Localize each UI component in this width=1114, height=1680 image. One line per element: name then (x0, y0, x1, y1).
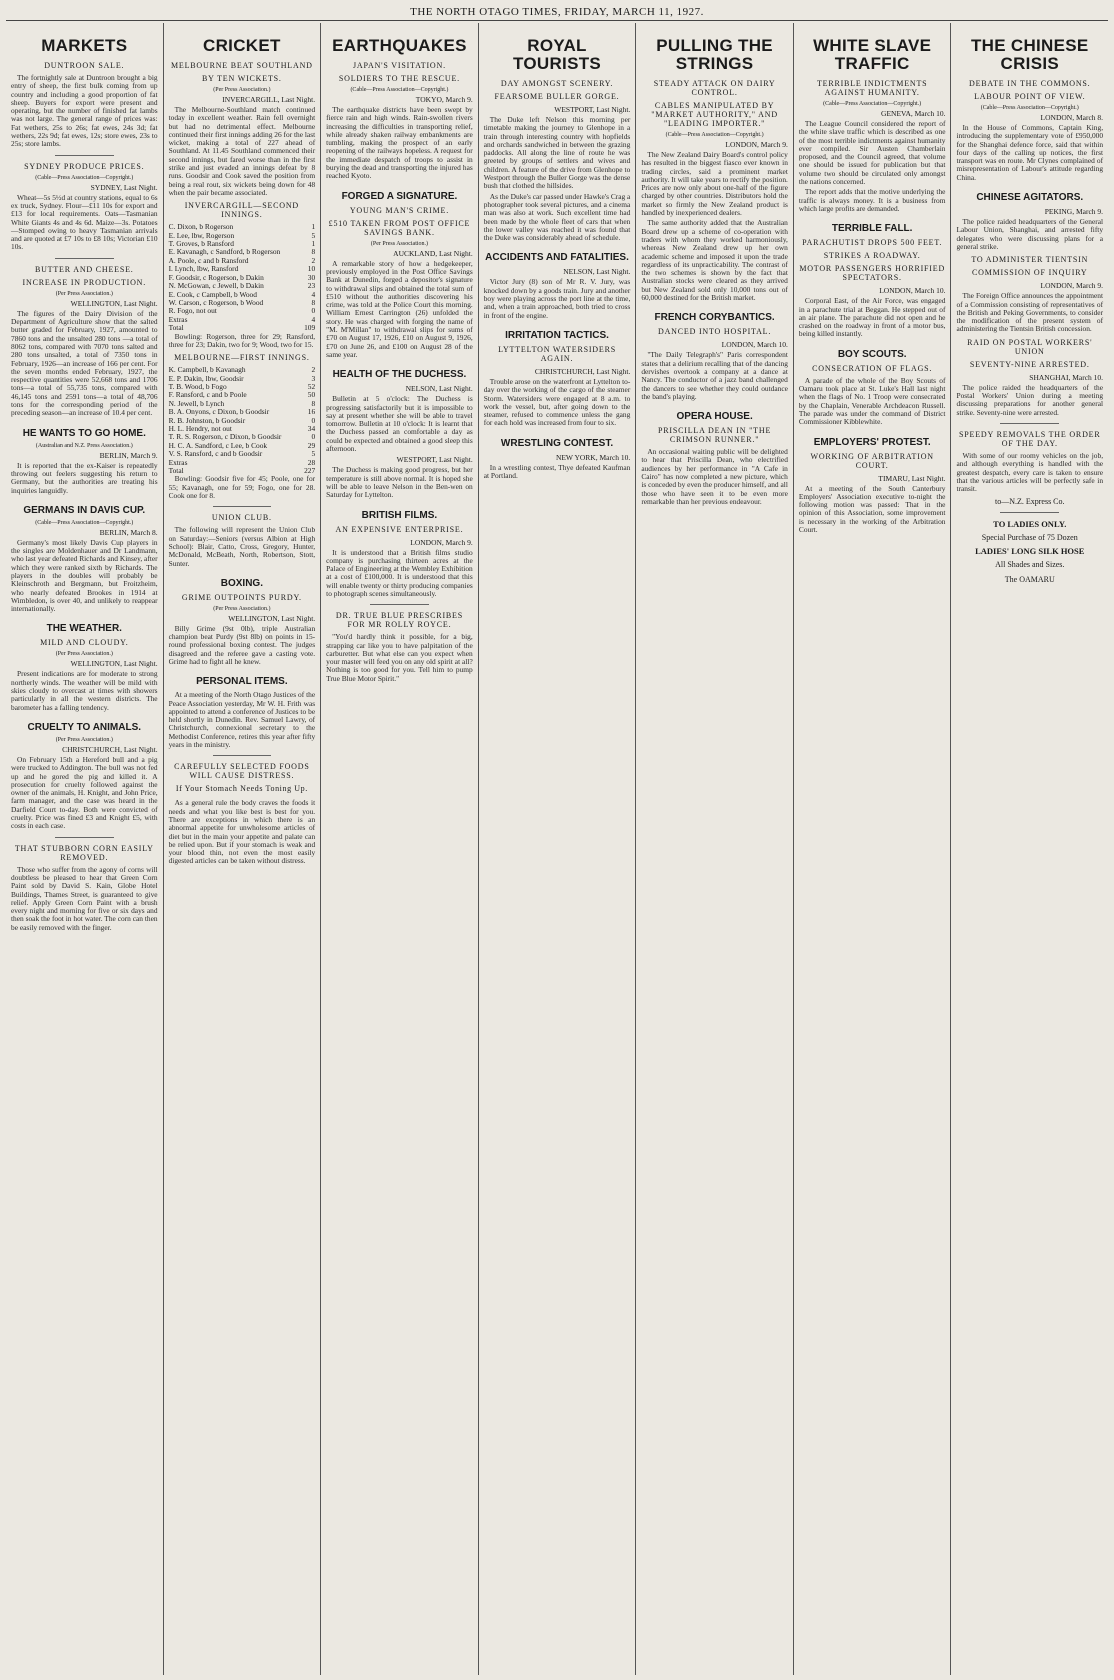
section-heading: EMPLOYERS' PROTEST. (813, 436, 931, 448)
section-heading: BOY SCOUTS. (837, 348, 907, 360)
dateline: WESTPORT, Last Night. (554, 105, 631, 114)
section-subheading: FEARSOME BULLER GORGE. (494, 92, 620, 101)
runs: 16 (307, 407, 316, 417)
dateline: LONDON, March 10. (879, 286, 946, 296)
source-line: (Per Press Association.) (55, 290, 113, 297)
batsman: K. Campbell, b Kavanagh (168, 365, 246, 375)
score-row (169, 459, 316, 467)
column-title-royal-tourists: ROYAL TOURISTS (513, 36, 602, 73)
bowling-figures: Bowling: Rogerson, three for 29; Ransford, three for 23; Dakin, two for 9; Wood, two for 15. (168, 331, 316, 349)
column-royal-tourists (479, 23, 637, 1675)
total-value: 109 (304, 323, 316, 333)
article-body: Corporal East, of the Air Force, was engaged in a parachute trial at Beggan. He stepped out of an air plane. The parachute did not open and he crashed on the roadway in front of a motor bus, being killed instantly. (798, 296, 946, 339)
article-body: Bulletin at 5 o'clock: The Duchess is progressing satisfactorily but it is impossible to say at present whether she will be able to travel tomorrow. Bulletin at 10 o'clock: It is learnt that the Duchess passed an comfortable a day as could be expected and obtained a good sleep this afternoon. (326, 394, 473, 454)
article-body: Present indications are for moderate to strong northerly winds. The weather will be mild with skies cloudy to overcast at times with showers particularly in all the western districts. The barometer has a falling tendency. (11, 669, 158, 712)
dateline: NEW YORK, March 10. (555, 452, 631, 462)
section-heading: FORGED A SIGNATURE. (341, 190, 458, 202)
column-title-earthquakes: EARTHQUAKES (332, 36, 467, 55)
runs: 50 (307, 390, 316, 400)
section-subheading: GRIME OUTPOINTS PURDY. (181, 592, 302, 602)
section-subheading: CABLES MANIPULATED BY "MARKET AUTHORITY," AND "LEADING IMPORTER." (651, 101, 778, 128)
article-body: At a meeting of the South Canterbury Employers' Association executive to-night the following motion was passed: That in the opinion of this Association, some improvement is necessary in the working of the Arbitration Court. (798, 483, 946, 535)
dateline: LONDON, March 9. (410, 537, 473, 547)
article-body: In a wrestling contest, Thye defeated Kaufman at Portland. (483, 462, 631, 481)
section-subheading: JAPAN'S VISITATION. (352, 61, 446, 70)
divider (55, 155, 114, 156)
article-body: On February 15th a Hereford bull and a pig were trucked to Addington. The bull was not fed up and he gored the pig and killed it. A prosecution for cruelty followed against the owner of the animals, H. Knight, and John Price, farm manager, and the case was heard in the Darfield Court to-day. Both were convicted of cruelty. Price was fined £3 and Knight £5, with costs in each case. (11, 754, 158, 831)
masthead: THE NORTH OTAGO TIMES, FRIDAY, MARCH 11, 1927. (6, 4, 1108, 21)
section-heading: SYDNEY PRODUCE PRICES. (24, 161, 145, 171)
article-body: At a meeting of the North Otago Justices of the Peace Association yesterday, Mr W. H. Frith was appointed to attend a conference of Justices to be held shortly in Dunedin. Rev. Samuel Lawry, of Christchurch, connexional secretary to the Methodist Conference, retires this year after fifty years in the ministry. (168, 690, 316, 750)
dateline: SYDNEY, Last Night. (90, 182, 158, 192)
batsman: R. Fogo, not out (168, 306, 217, 316)
column-title-pulling-strings: PULLING THE STRINGS (656, 36, 773, 73)
article-body: As the Duke's car passed under Hawke's Crag a photographer took several pictures, and a cinema man was also at work. Such excellent time had been made by the whole fleet of cars that when the lower valley was reached it was found that the Duke was considerably ahead of schedule. (483, 191, 631, 243)
source-line: (Cable—Press Association—Copyright.) (350, 87, 449, 93)
section-heading: TO ADMINISTER TIENTSIN (971, 255, 1089, 265)
section-heading: BRITISH FILMS. (361, 509, 438, 521)
batsman: F. Goodsir, c Rogerson, b Dakin (168, 272, 264, 282)
batsman: Extras (168, 314, 188, 324)
dateline: WELLINGTON, Last Night. (70, 298, 158, 308)
section-heading: CHINESE AGITATORS. (976, 192, 1084, 204)
section-subheading: MOTOR PASSENGERS HORRIFIED SPECTATORS. (799, 264, 946, 283)
article-body: Wheat—5s 5½d at country stations, equal to 6s ex truck, Sydney. Flour—£11 10s for export and £13 for local requirements. Oats—Tasmanian White Giants 4s and 4s 6d. Maize—3s. Potatoes—Stomped owing to heavy Tasmanian arrivals and are quoted at £7 10s to £8 10s; Victorian £10 10s. (11, 192, 158, 252)
batsman: T. B. Wood, b Fogo (168, 381, 227, 391)
batsman: E. Lee, lbw, Rogerson (168, 230, 235, 240)
article-body: An occasional waiting public will be delighted to hear that Priscilla Dean, who electrified audiences by her performance in "A Cafe in Cairo" has now completed a new picture, which is conceded by even the producer himself, and all those who have seen it to be even more remarkable than her previous endeavour. (641, 447, 788, 506)
batsman: R. B. Johnston, b Goodsir (168, 415, 246, 425)
runs: 5 (311, 230, 316, 240)
source-line: (Australian and N.Z. Press Association.) (35, 442, 133, 449)
advert-heading: SPEEDY REMOVALS THE ORDER OF THE DAY. (959, 429, 1101, 448)
batsman: W. Carson, c Rogerson, b Wood (168, 297, 264, 307)
batsman: B. A. Onyons, c Dixon, b Goodsir (168, 407, 270, 417)
dateline: BERLIN, March 9. (99, 450, 158, 460)
article-body: The Foreign Office announces the appointment of a Commission consisting of representatives of the British and Peking Governments, to consider the modification of the present system of administering the Tientsin British concession. (956, 291, 1104, 334)
column-pulling-strings (636, 23, 794, 1675)
article-body: The following will represent the Union Club on Saturday:—Seniors (versus Albion at High School): Blair, Catto, Cross, Gregory, Hunter, McDonald, McBeath, North, Robertson, Stott, Sunter. (168, 525, 316, 568)
dateline: LONDON, March 10. (721, 340, 788, 350)
runs: 0 (311, 432, 316, 442)
section-subheading: STEADY ATTACK ON DAIRY CONTROL. (653, 79, 776, 97)
article-body: The Duchess is making good progress, but her temperature is still above normal. It is hoped she will be able to leave Nelson in the Ben-wen on Saturday for Lyttelton. (326, 465, 473, 500)
column-title-cricket: CRICKET (203, 36, 281, 55)
batsman: N. Jewell, b Lynch (168, 398, 225, 408)
score-row (169, 307, 316, 315)
section-subheading: LABOUR POINT OF VIEW. (974, 92, 1086, 101)
section-subheading: TERRIBLE INDICTMENTS AGAINST HUMANITY. (816, 79, 928, 97)
batsman: I. Lynch, lbw, Ransford (168, 264, 239, 274)
bowling-figures: Bowling: Goodsir five for 45; Poole, one for 55; Kavanagh, one for 59; Fogo, one for 28. Cook one for 8. (168, 474, 316, 501)
column-earthquakes (321, 23, 479, 1675)
section-subheading: SOLDIERS TO THE RESCUE. (338, 74, 460, 83)
section-heading: ACCIDENTS AND FATALITIES. (485, 252, 629, 264)
batsman: C. Dixon, b Rogerson (168, 222, 234, 232)
batsman: H. L. Hendry, not out (168, 423, 232, 433)
source-line: (Per Press Association.) (213, 87, 271, 93)
source-line: (Per Press Association.) (370, 240, 429, 247)
advert-body: "You'd hardly think it possible, for a big, strapping car like you to have palpitation of the carburetter. But what else can you expect when your master will feed you on any old spirit at all? Nothing is too good for you. Tell him to pump True Blue Motor Spirit." (326, 632, 473, 683)
batsman: T. R. S. Rogerson, c Dixon, b Goodsir (168, 432, 282, 442)
section-heading: DUNTROON SALE. (44, 61, 125, 70)
section-subheading: PARACHUTIST DROPS 500 FEET. (802, 238, 943, 248)
runs: 8 (311, 398, 316, 408)
runs: 5 (311, 449, 316, 459)
runs: 0 (311, 415, 316, 425)
runs: 1 (311, 239, 316, 249)
batsman: H. C. A. Sandford, c Lee, b Cook (168, 440, 268, 450)
section-heading: TERRIBLE FALL. (831, 223, 913, 235)
runs: 8 (311, 247, 316, 257)
article-body: Billy Grime (9st 0lb), triple Australian champion beat Purdy (9st 8lb) on points in 15-round professional boxing contest. The judges disagreed and the referee gave a casting vote. Grime had to fight all he knew. (168, 623, 316, 666)
article-body: The report adds that the motive underlying the traffic is always money. It is a business from which large profits are demanded. (798, 187, 946, 213)
source-line: (Per Press Association.) (213, 605, 271, 612)
runs: 29 (307, 440, 316, 450)
article-body: The earthquake districts have been swept by fierce rain and high winds. Rain-swollen rivers increasing the difficulties in transporting relief, while already shaken railway embankments are tumbling, making the prospect of an early reopening of the railways hopeless. A request for the immediate despatch of troops to assist in burying the dead and transporting the injured has reached Kyoto. (326, 105, 473, 181)
article-body: Germany's most likely Davis Cup players in the singles are Moldenhauer and Dr Landmann, who last year defeated Richards and Kinsey, after which they were ranked sixth by Richards. The players in the doubles will probably be Kleinschroth and Bergmann, but Froitzheim, who nearly defeated Brookes in 1914 at Wimbledon, is over 40, and unlikely to reappear internationally. (11, 537, 158, 614)
total-value: 227 (304, 466, 316, 476)
total-label: Total (168, 466, 184, 476)
runs: 28 (307, 457, 316, 467)
section-subheading: YOUNG MAN'S CRIME. (349, 205, 450, 215)
source-line: (Cable—Press Association—Copyright.) (980, 105, 1079, 111)
section-heading: HEALTH OF THE DUCHESS. (332, 369, 467, 381)
runs: 52 (307, 381, 316, 391)
divider (213, 755, 272, 756)
divider (213, 506, 272, 507)
article-body: The fortnightly sale at Duntroon brought a big entry of sheep, the first bulk coming from up country and including a good proportion of fat sheep. Buyers for export were present and operating, but the number of finished fat lambs was not large. The general range of prices was: Fat wethers, 25s to 26s; fat ewes, 24s 3d; fat wethers, 22s 9d; fat ewes, 12s; store ewes, 23s to 25s; store lambs. (11, 73, 158, 149)
section-subheading: BY TEN WICKETS. (202, 74, 282, 83)
divider (55, 258, 114, 259)
source-line: (Per Press Association.) (55, 651, 113, 658)
scorecard-heading: INVERCARGILL—SECOND INNINGS. (184, 201, 300, 220)
dateline: NELSON, Last Night. (563, 267, 631, 277)
dateline: WELLINGTON, Last Night. (228, 613, 316, 623)
advert-body: With some of our roomy vehicles on the job, and although everything is handled with the greatest despatch, every care is taken to ensure that the various articles will be perfectly safe in transit. (956, 450, 1104, 494)
section-heading: PERSONAL ITEMS. (196, 676, 288, 688)
column-cricket (164, 23, 322, 1675)
divider (1000, 512, 1059, 513)
dateline: WESTPORT, Last Night. (396, 455, 473, 465)
section-heading: IRRITATION TACTICS. (505, 329, 609, 341)
batsman: T. Groves, b Ransford (168, 239, 234, 249)
section-heading: THAT STUBBORN CORN EASILY REMOVED. (14, 843, 154, 862)
batsman: A. Poole, c and b Ransford (168, 255, 249, 265)
dateline: BERLIN, March 8. (99, 527, 158, 537)
article-body: The same authority added that the Australian Board drew up a scheme of co-operation with traders with whom they worked harmoniously, whereas New Zealand drew up her own academic scheme and imposed it upon the trade regardless of its unpracticability. The contrast of the two schemes is shown by the fact that Australian stocks were cleared as they arrived but New Zealand sold only 10,000 tons out of 60,000 destined for the British market. (641, 218, 788, 303)
section-subheading: MILD AND CLOUDY. (40, 638, 129, 648)
runs: 2 (311, 365, 316, 375)
section-subheading: DAY AMONGST SCENERY. (500, 79, 614, 88)
section-heading: HE WANTS TO GO HOME. (22, 427, 146, 439)
section-subheading: WORKING OF ARBITRATION COURT. (810, 451, 934, 470)
article-body: The New Zealand Dairy Board's control policy has resulted in the biggest fiasco ever known in trading circles, said a prominent market authority. It will take years to rectify the position. Prices are now only about one-half of the figure charged by other countries. Distributors hold the market so firmly the New Zealand product is handled by inexperienced dealers. (641, 150, 788, 218)
dateline: SHANGHAI, March 10. (1029, 372, 1104, 382)
scorecard (169, 223, 316, 324)
score-row (169, 316, 316, 324)
runs: 4 (311, 314, 316, 324)
advert-line: LADIES' LONG SILK HOSE (975, 546, 1085, 557)
section-heading: WRESTLING CONTEST. (500, 437, 614, 449)
batsman: Extras (168, 457, 188, 467)
dateline: GENEVA, March 10. (881, 109, 946, 118)
section-subheading: MELBOURNE BEAT SOUTHLAND (171, 61, 313, 70)
column-title-markets: MARKETS (41, 36, 128, 55)
batsman: E. Kavanagh, c Sandford, b Rogerson (168, 247, 281, 257)
column-title-white-slave: WHITE SLAVE TRAFFIC (813, 36, 932, 73)
section-subheading: PRISCILLA DEAN IN "THE CRIMSON RUNNER." (658, 426, 772, 445)
column-chinese-crisis (951, 23, 1108, 1675)
article-body: It is understood that a British films studio company is purchasing thirteen acres at the Palace of Engineering at the Wembley Exhibition at a cost of £100,000. It is understood that this will enable twenty or thirty producing companies to photograph scenes simultaneously. (326, 547, 473, 598)
runs: 3 (311, 373, 316, 383)
section-subheading: SEVENTY-NINE ARRESTED. (969, 359, 1090, 369)
section-subheading: DEBATE IN THE COMMONS. (969, 79, 1091, 88)
article-body: The Melbourne-Southland match continued today in excellent weather. Rain fell overnight but had no detrimental effect. Melbourne continued their first innings adding 26 for the last wicket, making a total of 227 ahead of Southland. At 11.45 Southland commenced their second innings, but fared worse than in the first strike and just evaded an innings defeat by 8 runs. Goodsir and Cook saved the position from being a real rout, six wickets being down for 48 when the pair became associated. (168, 105, 316, 197)
dateline: CHRISTCHURCH, Last Night. (62, 744, 158, 754)
section-heading: RAID ON POSTAL WORKERS' UNION (967, 337, 1093, 356)
section-heading: UNION CLUB. (211, 513, 272, 523)
article-body: "The Daily Telegraph's" Paris correspondent states that a delirium recalling that of the dancing dervishes overtook a company at a dance at Nancy. The conductor of a jazz band challenged the dancers to see whether they could outdance the band's playing. (641, 350, 788, 401)
section-heading: OPERA HOUSE. (676, 411, 753, 423)
runs: 8 (311, 297, 316, 307)
section-subheading: INCREASE IN PRODUCTION. (22, 277, 147, 287)
advert-subheading: If Your Stomach Needs Toning Up. (175, 784, 308, 794)
section-heading: FRENCH CORYBANTICS. (654, 312, 775, 324)
dateline: TOKYO, March 9. (415, 95, 473, 104)
article-body: Those who suffer from the agony of corns will doubtless be pleased to hear that Green Corn Paint sold by David S. Kain, Globe Hotel Buildings, Thames Street, is guaranteed to give relief. Apply Green Corn Paint with a brush every night and morning for five or six days and then soak the foot in hot water. The corn can then be easily removed with the finger. (11, 864, 158, 932)
divider (370, 604, 429, 605)
dateline: WELLINGTON, Last Night. (70, 659, 158, 669)
section-heading: THE WEATHER. (46, 623, 122, 635)
divider (1000, 423, 1059, 424)
article-body: Trouble arose on the waterfront at Lyttelton to-day over the working of the cargo of the steamer Storm. Watersiders were engaged at 8 a.m. to work the vessel, but, after going down to the steamer, refused to commence unless the gang for each hold was increased from four to six. (483, 376, 631, 428)
runs: 4 (311, 289, 316, 299)
runs: 23 (307, 281, 316, 291)
scorecard-heading: MELBOURNE—FIRST INNINGS. (174, 353, 310, 363)
advert-heading: TO LADIES ONLY. (993, 519, 1067, 530)
section-subheading: DANCED INTO HOSPITAL. (658, 327, 772, 337)
section-heading: CRUELTY TO ANIMALS. (27, 721, 142, 733)
article-body: The police raided the headquarters of the Postal Workers' Union during a meeting discussing preparations for another general strike. Seventy-nine were arrested. (956, 382, 1104, 417)
section-heading: GERMANS IN DAVIS CUP. (23, 504, 146, 516)
article-body: A remarkable story of how a hedgekeeper, previously employed in the Post Office Savings Bank at Dunedin, forged a depositor's signature to withdrawal slips and obtained the total sum of £510 without the authorities discovering his crime, was told at the Police Court this morning. William Ernest Carrington (26) unfolded the story. He was charged with forging the name of "M. M'Millan" to withdrawal slips for sums of £70 on August 17, 1926, £10 on August 9, 1926, £70 on June 26, and £100 on August 28 of the same year. (326, 258, 473, 359)
batsman: N. McGowan, c Jewell, b Dakin (168, 281, 264, 291)
section-subheading: CONSECRATION OF FLAGS. (812, 363, 933, 373)
column-title-chinese-crisis: THE CHINESE CRISIS (970, 36, 1089, 73)
section-subheading: STRIKES A ROADWAY. (823, 251, 921, 261)
source-line: (Cable—Press Association—Copyright.) (665, 132, 764, 138)
source-line: (Cable—Press Association—Copyright.) (35, 519, 134, 526)
dateline: LONDON, March 8. (1040, 113, 1104, 122)
section-subheading: COMMISSION OF INQUIRY (972, 268, 1088, 278)
advert-firm: to—N.Z. Express Co. (994, 497, 1065, 507)
runs: 1 (311, 222, 316, 232)
article-body: It is reported that the ex-Kaiser is repeatedly throwing out feelers suggesting his return to Germany, but the authorities are treating his inquiries languidly. (11, 460, 158, 495)
batsman: F. Ransford, c and b Poole (168, 390, 247, 400)
dateline: PEKING, March 9. (1044, 207, 1104, 217)
article-body: In the House of Commons, Captain King, introducing the supplementary vote of £950,000 for the Shanghai defence force, said that within four days of the calling up notices, the first transport was en route. Mr Clynes complained of misrepresentation of Labour's attitude regarding China. (956, 123, 1104, 182)
advert-heading: CAREFULLY SELECTED FOODS WILL CAUSE DISTRESS. (174, 762, 310, 781)
runs: 2 (311, 255, 316, 265)
article-body: The police raided headquarters of the General Labour Union, Shanghai, and arrested fifty delegates who were discussing plans for a general strike. (956, 217, 1104, 251)
article-body: A parade of the whole of the Boy Scouts of Oamaru took place at St. Luke's Hall last night when the flags of No. 1 Troop were consecrated by the Chaplain, Venerable Archdeacon Russell. The parade was under the command of District Commissioner Kibblewhite. (798, 375, 946, 427)
column-white-slave (794, 23, 952, 1675)
section-heading: BOXING. (220, 577, 263, 589)
advert-line: Special Purchase of 75 Dozen (981, 533, 1078, 543)
source-line: (Cable—Press Association—Copyright.) (35, 174, 134, 181)
article-body: The League Council considered the report of the white slave traffic which is described as one of the most terrible indictments against humanity ever compiled. Sir Austen Chamberlain proposed, and the Council agreed, that volume one should be issued for publication but that volume two should be circulated only amongst the nations concerned. (798, 119, 946, 187)
section-subheading: £510 TAKEN FROM POST OFFICE SAVINGS BANK. (328, 218, 471, 237)
runs: 34 (307, 423, 316, 433)
dateline: LONDON, March 9. (1040, 281, 1104, 291)
dateline: TIMARU, Last Night. (878, 473, 946, 483)
advert-line: All Shades and Sizes. (995, 560, 1065, 570)
runs: 30 (307, 272, 316, 282)
batsman: V. S. Ransford, c and b Goodsir (168, 449, 263, 459)
divider (55, 837, 114, 838)
batsman: E. P. Dakin, lbw, Goodsir (168, 373, 244, 383)
advert-heading: DR. TRUE BLUE PRESCRIBES FOR MR ROLLY ROYCE. (335, 611, 463, 630)
section-subheading: AN EXPENSIVE ENTERPRISE. (335, 524, 464, 534)
source-line: (Cable—Press Association—Copyright.) (823, 101, 922, 107)
section-subheading: LYTTELTON WATERSIDERS AGAIN. (498, 344, 616, 363)
article-body: Victor Jury (8) son of Mr R. V. Jury, was knocked down by a goods train. Jury and another boy were playing across the port line at the time, and, when a train approached, both tried to cross in front of the engine. (483, 277, 631, 320)
source-line: (Per Press Association.) (55, 736, 113, 743)
batsman: E. Cook, c Campbell, b Wood (168, 289, 257, 299)
column-markets (6, 23, 164, 1675)
score-row (169, 450, 316, 458)
dateline: CHRISTCHURCH, Last Night. (534, 366, 631, 376)
runs: 0 (311, 306, 316, 316)
article-body: The figures of the Dairy Division of the Department of Agriculture show that the salted butter graded for February, 1927, amounted to 7860 tons and the unsalted 280 tons —a total of 8062 tons, compared with 7070 tons salted and 280 tons unsalted, a total of 7350 tons in February, 1926—an increase of 166 per cent. For the seven months ended February, 1927, the respective quantities were 52,668 tons and 1706 tons—a total of 55,735 tons, compared with 46,145 tons and 2591 tons—a total of 48,706 tons for the corresponding period of the preceding season—an increase of 10.4 per cent. (11, 308, 158, 418)
article-body: The Duke left Nelson this morning per timetable making the journey to Glenhope in a train through interesting country with hopfields and orchards sandwiched in between the grazing paddocks. All along the line of route he was greeted by groups of settlers and wives and children. A feature of the drive from Glenhope to Westport through the Buller Gorge was the dense bush that clothed the hillsides. (483, 115, 631, 191)
dateline: AUCKLAND, Last Night. (393, 248, 473, 258)
section-heading: BUTTER AND CHEESE. (34, 264, 134, 274)
scorecard (169, 366, 316, 467)
dateline: INVERCARGILL, Last Night. (222, 95, 316, 104)
footer-imprint: The OAMARU (1004, 575, 1055, 585)
advert-body: As a general rule the body craves the foods it needs and what you like best is best for you. There are exceptions in which there is an abnormal appetite for unwholesome articles of diet but in the main your appetite and palate can be relied upon. But if your stomach is weak and your blood thin, not even the most easily digested articles can be taken without distress. (168, 798, 316, 866)
columns (6, 23, 1108, 1675)
total-label: Total (168, 323, 184, 333)
dateline: NELSON, Last Night. (405, 384, 473, 394)
runs: 10 (307, 264, 316, 274)
dateline: LONDON, March 9. (725, 140, 788, 149)
